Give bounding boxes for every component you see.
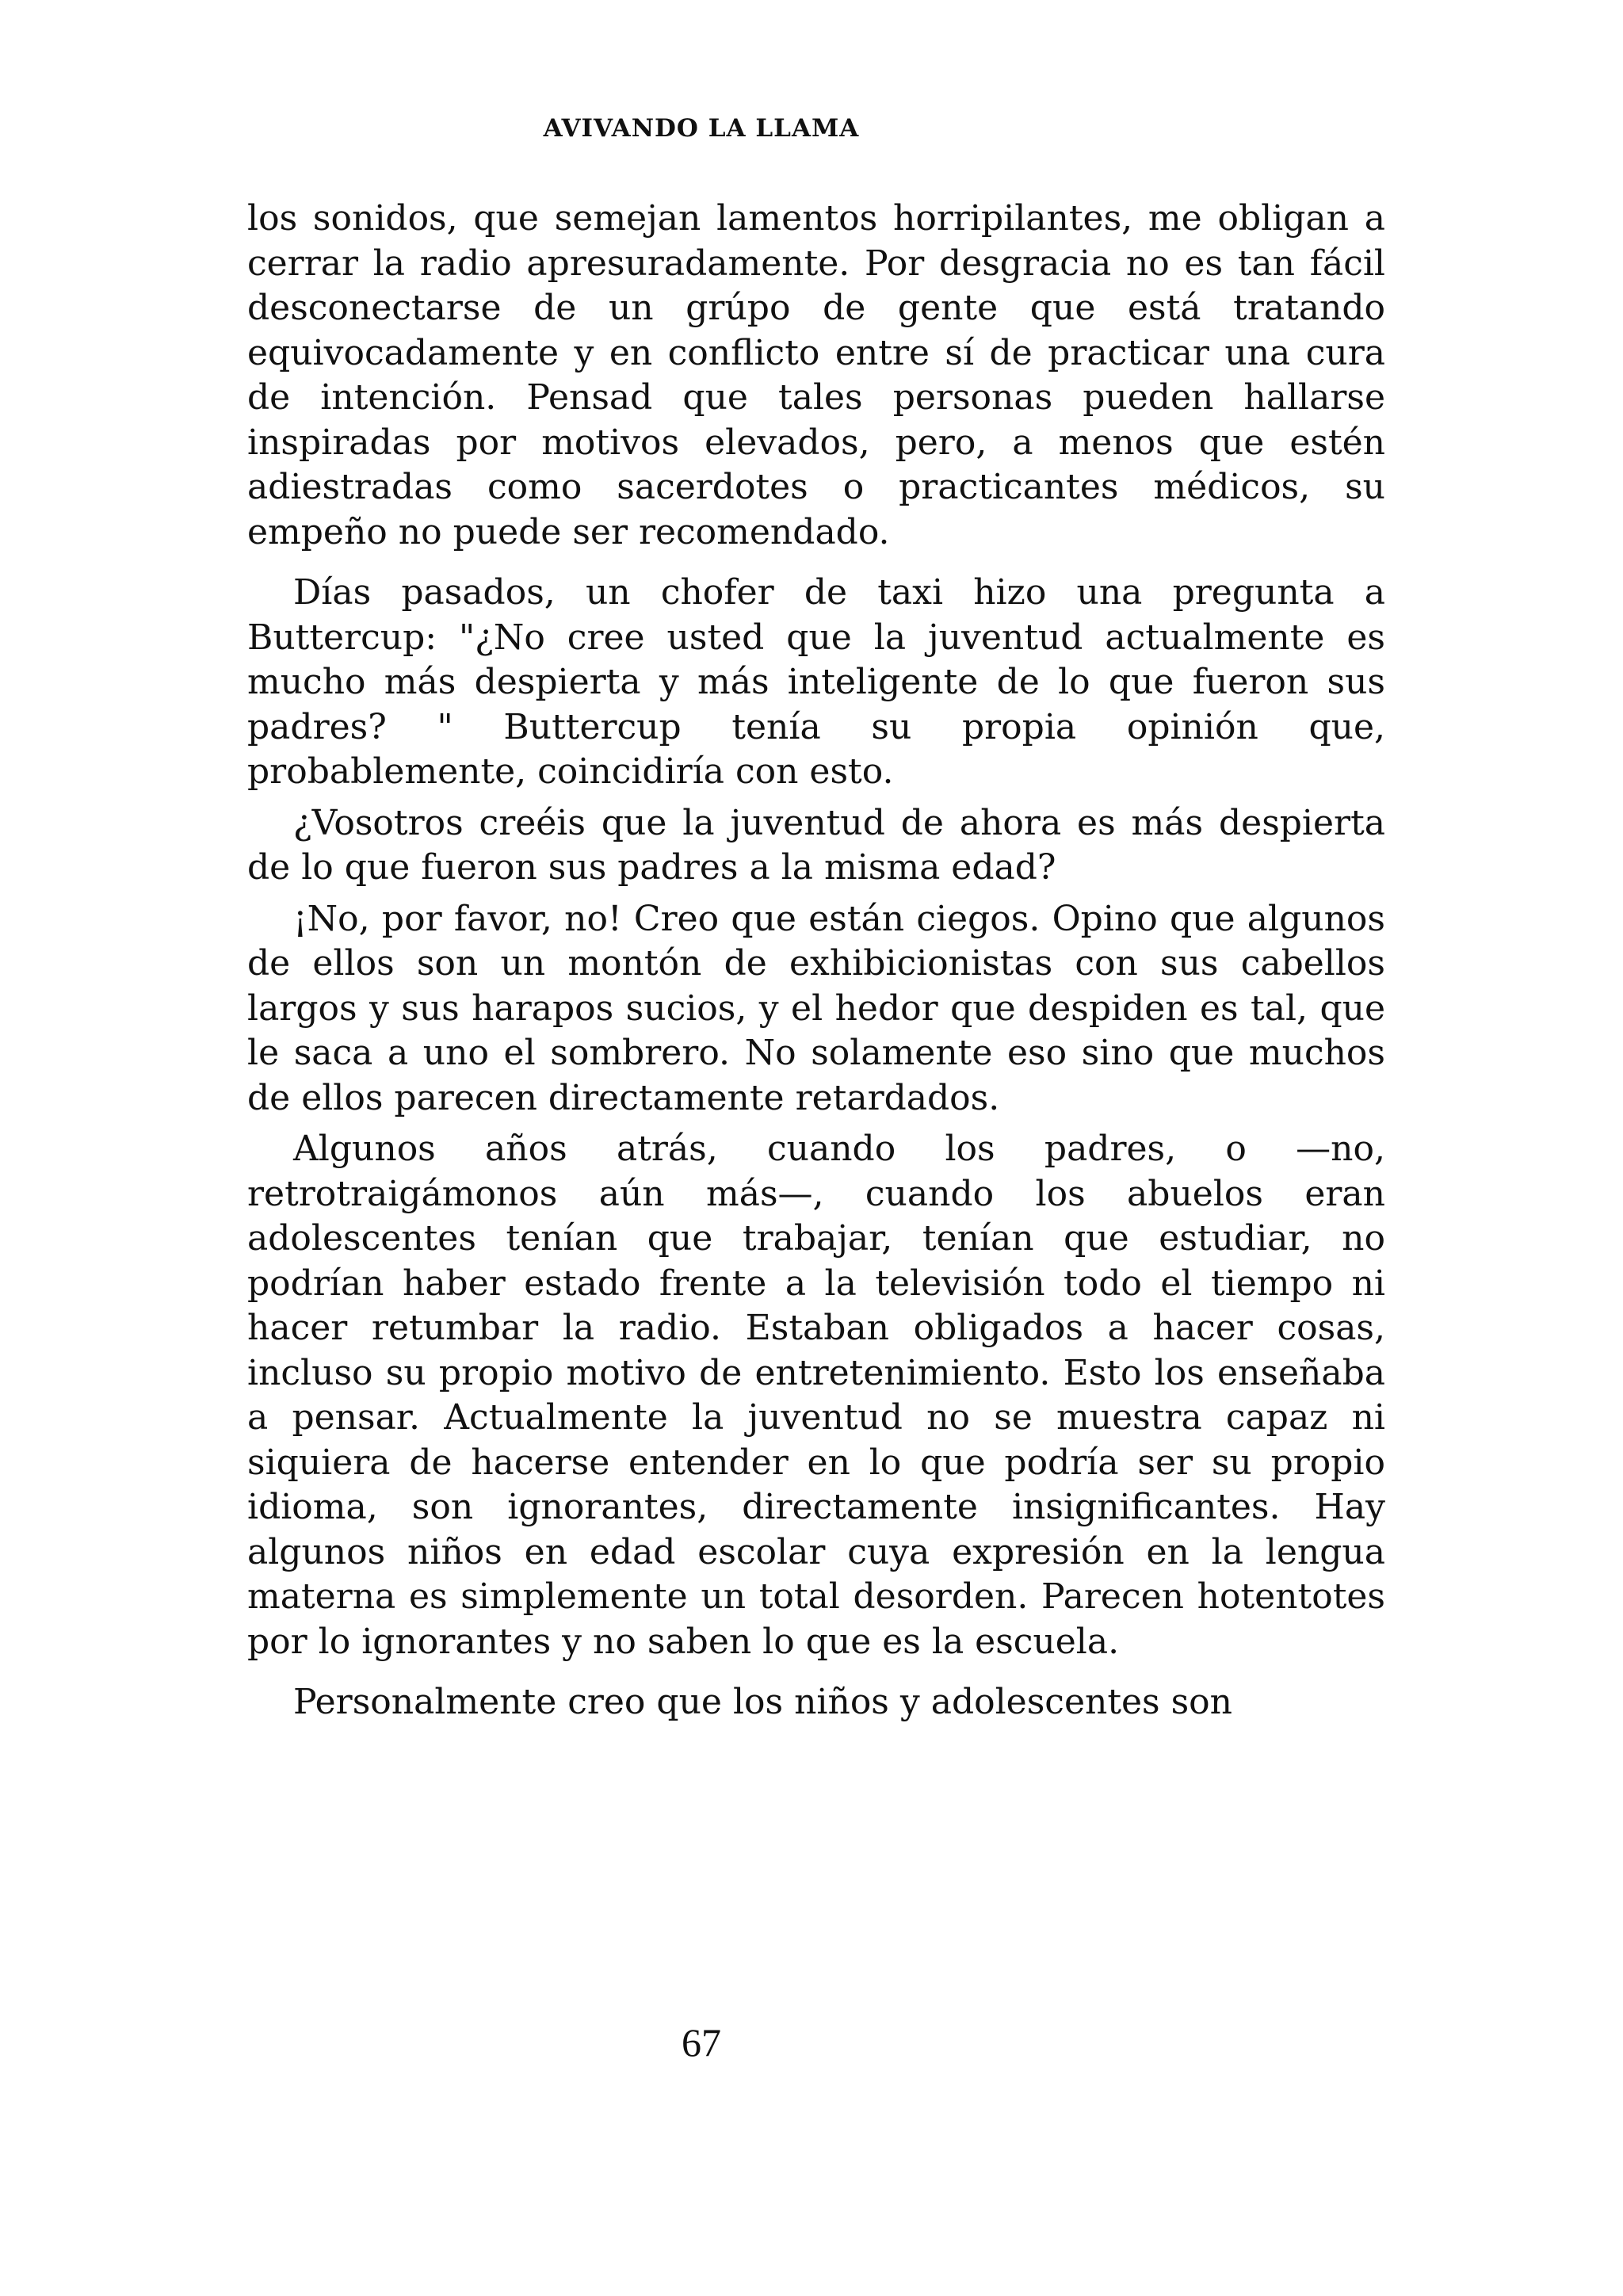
paragraph-2: Días pasados, un chofer de taxi hizo una pregunta a Buttercup: "¿No cree usted que la juventud actualmente es mucho más despierta y más inteligente de lo que fueron sus padres? " Buttercup tenía su propia opinión que, probablemente, coincidiría con esto. — [247, 572, 1385, 792]
paragraph-3: ¿Vosotros creéis que la juventud de ahora es más despierta de lo que fueron sus padres a la misma edad? — [247, 802, 1385, 888]
paragraph-4: ¡No, por favor, no! Creo que están ciegos. Opino que algunos de ellos son un montón de exhibicionistas con sus cabellos largos y sus harapos sucios, y el hedor que despiden es tal, que le saca a uno el sombrero. No solamente eso sino que muchos de ellos parecen directamente retardados. — [247, 898, 1385, 1118]
page-number: 67 — [682, 2020, 721, 2065]
running-head: AVIVANDO LA LLAMA — [543, 114, 860, 143]
paragraph-6: Personalmente creo que los niños y adolescentes son — [293, 1682, 1233, 1722]
body-text — [247, 197, 1385, 1725]
paragraph-5: Algunos años atrás, cuando los padres, o —no, retrotraigámonos aún más—, cuando los abuelos eran adolescentes tenían que trabajar, tenían que estudiar, no podrían haber estado frente a la televisión todo el tiempo ni hacer retumbar la radio. Estaban obligados a hacer cosas, incluso su propio motivo de entretenimiento. Esto los enseñaba a pensar. Actualmente la juventud no se muestra capaz ni siquiera de hacerse entender en lo que podría ser su propio idioma, son ignorantes, directamente insignificantes. Hay algunos niños en edad escolar cuya expresión en la lengua materna es simplemente un total desorden. Parecen hotentotes por lo ignorantes y no saben lo que es la escuela. — [247, 1129, 1385, 1662]
paragraph-1: los sonidos, que semejan lamentos horripilantes, me obligan a cerrar la radio apresuradamente. Por desgracia no es tan fácil desconectarse de un grúpo de gente que está tratando equivocadamente y en conflicto entre sí de practicar una cura de intención. Pensad que tales personas pueden hallarse inspiradas por motivos elevados, pero, a menos que estén adiestradas como sacerdotes o practicantes médicos, su empeño no puede ser recomendado. — [247, 198, 1385, 552]
